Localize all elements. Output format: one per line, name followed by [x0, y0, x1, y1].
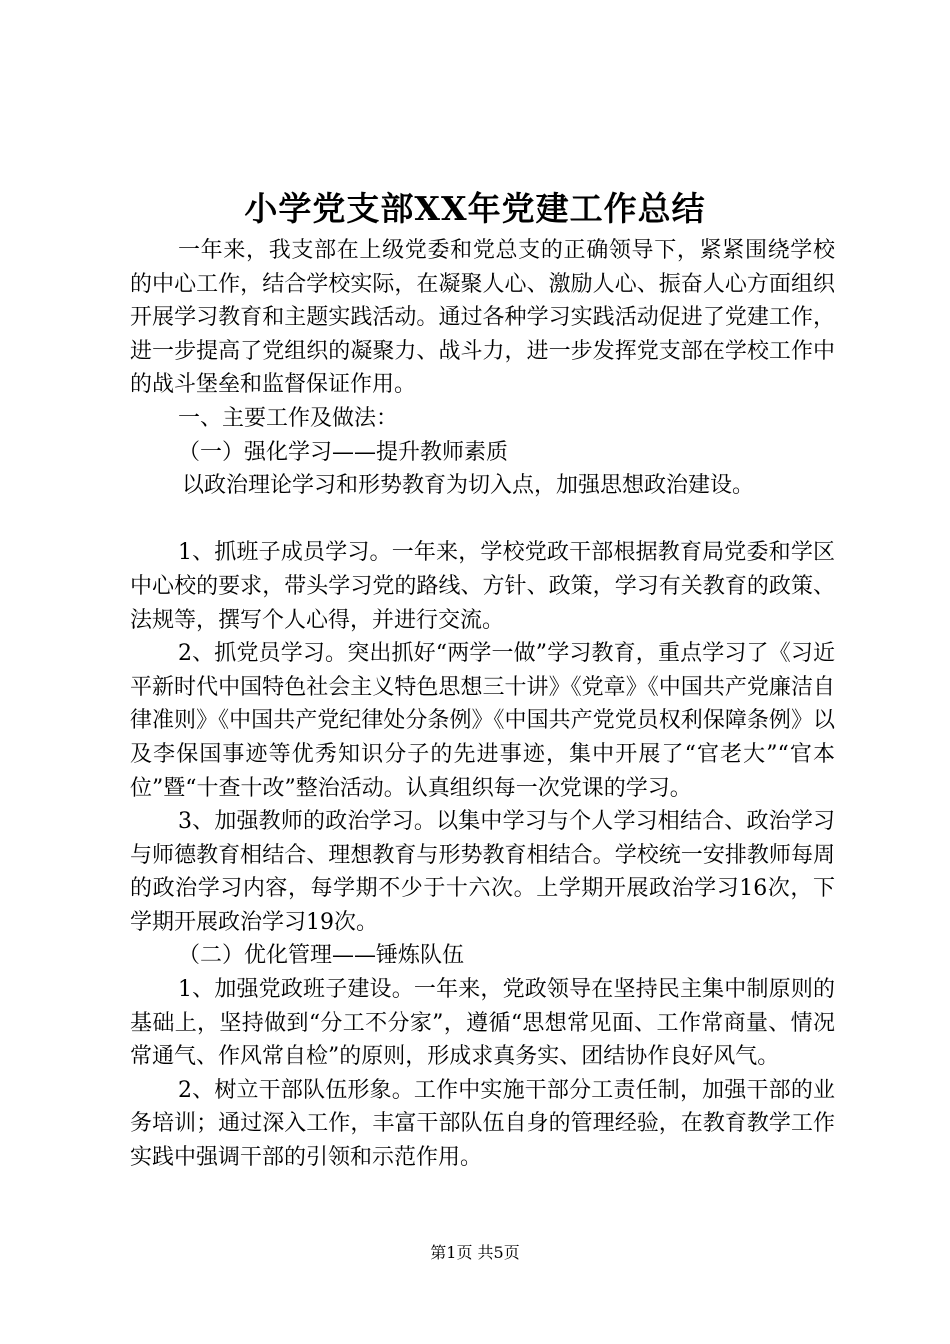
- subsection-heading-management: （二）优化管理——锤炼队伍: [178, 943, 465, 969]
- intro-paragraph: 一年来，我支部在上级党委和党总支的正确领导下，紧紧围绕学校的中心工作，结合学校实际，在凝聚人心、激励人心、振奋人心方面组织开展学习教育和主题实践活动。通过各种学习实践活动促进了党建工作，进一步提高了党组织的凝聚力、战斗力，进一步发挥党支部在学校工作中的战斗堡垒和监督保证作用。: [130, 238, 835, 398]
- management-item-2: 2、树立干部队伍形象。工作中实施干部分工责任制，加强干部的业务培训；通过深入工作，丰富干部队伍自身的管理经验，在教育教学工作实践中强调干部的引领和示范作用。: [130, 1077, 835, 1171]
- management-item-1: 1、加强党政班子建设。一年来，党政领导在坚持民主集中制原则的基础上，坚持做到“分工不分家”，遵循“思想常见面、工作常商量、情况常通气、作风常自检”的原则，形成求真务实、团结协作良好风气。: [130, 977, 835, 1070]
- document-body: [130, 234, 835, 1175]
- blank-line: [130, 503, 835, 537]
- study-item-1: 1、抓班子成员学习。一年来，学校党政干部根据教育局党委和学区中心校的要求，带头学习党的路线、方针、政策，学习有关教育的政策、法规等，撰写个人心得，并进行交流。: [130, 540, 835, 633]
- page-footer: 第1页 共5页: [430, 1243, 520, 1262]
- document-title: 小学党支部XX年党建工作总结: [244, 189, 706, 228]
- study-item-2: 2、抓党员学习。突出抓好“两学一做”学习教育，重点学习了《习近平新时代中国特色社会主义特色思想三十讲》《党章》《中国共产党廉洁自律准则》《中国共产党纪律处分条例》《中国共产党党员权利保障条例》以及李保国事迹等优秀知识分子的先进事迹，集中开展了“官老大”“官本位”暨“十查十改”整治活动。认真组织每一次党课的学习。: [130, 641, 835, 801]
- section-heading-main-work: 一、主要工作及做法：: [178, 405, 399, 431]
- subsection-heading-study: （一）强化学习——提升教师素质: [178, 439, 509, 465]
- study-item-3: 3、加强教师的政治学习。以集中学习与个人学习相结合、政治学习与师德教育相结合、理想教育与形势教育相结合。学校统一安排教师每周的政治学习内容，每学期不少于十六次。上学期开展政治学习16次，下学期开展政治学习19次。: [130, 809, 835, 935]
- study-summary-paragraph: 以政治理论学习和形势教育为切入点，加强思想政治建设。: [182, 473, 755, 499]
